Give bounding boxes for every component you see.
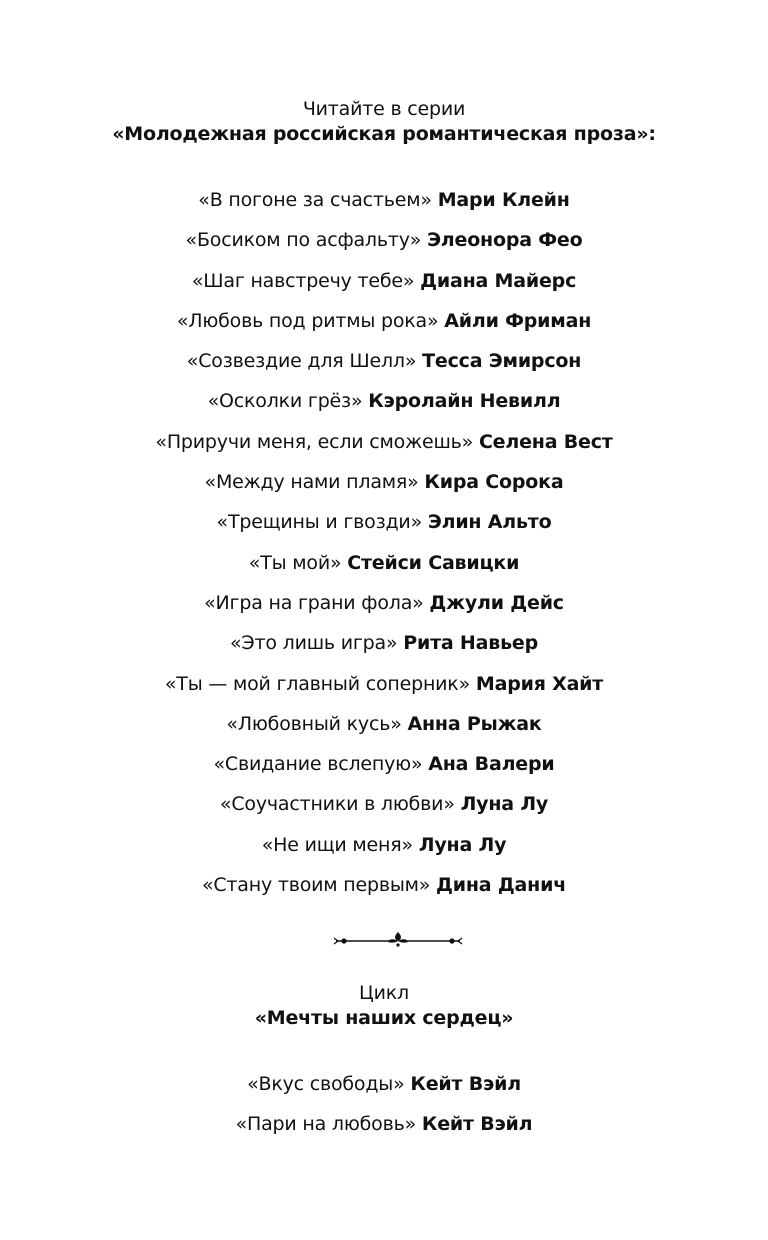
book-entry: [0, 389, 768, 429]
book-title: «Любовный кусь»: [226, 712, 402, 735]
book-entry: [0, 672, 768, 712]
book-title: «Вкус свободы»: [247, 1073, 405, 1095]
book-author: Кейт Вэйл: [410, 1073, 521, 1095]
book-title: «Не ищи меня»: [261, 833, 413, 856]
book-entry: [0, 631, 768, 671]
book-author: Луна Лу: [418, 833, 507, 856]
book-entry: [0, 1112, 768, 1152]
book-entry: [0, 228, 768, 268]
book-author: Луна Лу: [460, 793, 549, 816]
book-entry: [0, 551, 768, 591]
book-title: «Соучастники в любви»: [219, 793, 455, 816]
book-title: «Между нами пламя»: [204, 471, 419, 494]
book-title: «Осколки грёз»: [207, 390, 363, 413]
book-entry: [0, 510, 768, 550]
book-entry: [0, 712, 768, 752]
book-entry: [0, 873, 768, 913]
book-entry: [0, 752, 768, 792]
book-entry: [0, 430, 768, 470]
book-author: Селена Вест: [478, 430, 613, 453]
book-title: «Пари на любовь»: [235, 1113, 417, 1136]
book-author: Тесса Эмирсон: [422, 350, 582, 373]
book-author: Джули Дейс: [429, 591, 564, 614]
book-title: «Приручи меня, если сможешь»: [155, 430, 474, 453]
book-title: «Ты мой»: [248, 551, 342, 574]
cycle-book-list: [0, 1072, 768, 1153]
book-title: «Шаг навстречу тебе»: [191, 269, 415, 292]
book-title: «Стану твоим первым»: [201, 874, 431, 897]
book-entry: [0, 349, 768, 389]
book-title: «Созвездие для Шелл»: [186, 350, 417, 373]
book-title: «Трещины и гвозди»: [216, 511, 423, 534]
book-title: «Игра на грани фола»: [204, 591, 424, 614]
book-entry: [0, 470, 768, 510]
book-title: «Любовь под ритмы рока»: [176, 309, 439, 332]
book-entry: [0, 309, 768, 349]
book-entry: [0, 591, 768, 631]
book-title: «Ты — мой главный соперник»: [164, 672, 471, 695]
book-author: Дина Данич: [436, 874, 567, 897]
book-entry: [0, 792, 768, 832]
book-title: «Это лишь игра»: [230, 632, 398, 655]
book-author: Мария Хайт: [475, 672, 604, 695]
cycle-title: «Мечты наших сердец»: [254, 1007, 514, 1029]
series-intro: Читайте в серии: [302, 98, 466, 120]
book-author: Анна Рыжак: [407, 712, 542, 735]
book-author: Кейт Вэйл: [421, 1113, 533, 1136]
book-author: Кира Сорока: [424, 471, 564, 494]
book-author: Ана Валери: [428, 753, 555, 776]
book-author: Айли Фриман: [444, 309, 592, 332]
book-title: «Босиком по асфальту»: [185, 229, 422, 252]
book-author: Элин Альто: [427, 511, 552, 534]
book-entry: [0, 1072, 768, 1112]
book-author: Рита Навьер: [403, 632, 538, 655]
book-entry: [0, 833, 768, 873]
cycle-label: Цикл: [359, 982, 409, 1004]
book-entry: [0, 188, 768, 228]
book-author: Мари Клейн: [437, 189, 570, 211]
book-entry: [0, 269, 768, 309]
book-author: Элеонора Фео: [427, 229, 583, 252]
book-author: Стейси Савицки: [347, 551, 520, 574]
book-author: Диана Майерс: [420, 269, 577, 292]
ornamental-divider-icon: [330, 928, 466, 950]
series-title: «Молодежная российская романтическая проза»:: [112, 123, 656, 145]
book-title: «В погоне за счастьем»: [198, 189, 432, 211]
series-book-list: [0, 188, 768, 913]
book-author: Кэролайн Невилл: [368, 390, 561, 413]
book-title: «Свидание вслепую»: [213, 753, 423, 776]
